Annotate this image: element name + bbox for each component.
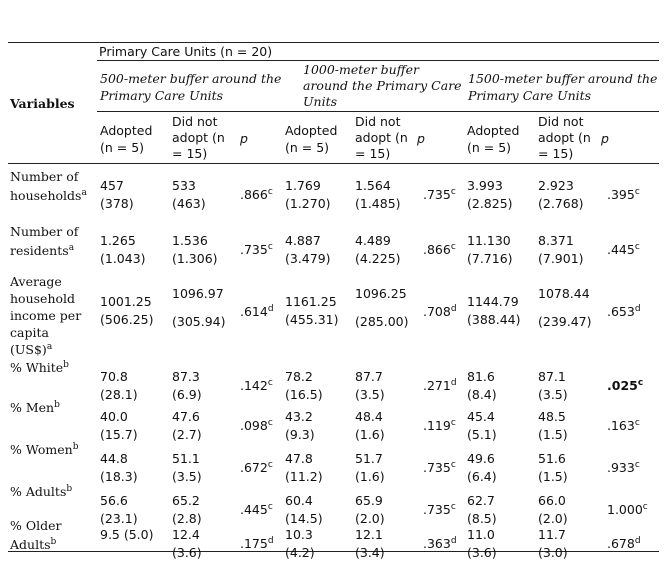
not-adopted-sd: (1.5) <box>538 427 568 442</box>
p-value-cell <box>240 186 273 204</box>
p-test-footnote: c <box>267 241 273 252</box>
adopted-n <box>100 139 152 156</box>
adopted-cell <box>100 232 146 268</box>
not-adopted-mean: 533 <box>172 178 196 193</box>
adopted-n-text: (n = 5) <box>285 140 330 155</box>
p-value-cell <box>607 303 641 321</box>
p-value: .363 <box>423 536 451 551</box>
buffer-500-text: 500-meter buffer around the Primary Care Units <box>100 71 282 103</box>
row-label-footnote: b <box>54 399 60 410</box>
not-adopted-sd: (463) <box>172 196 206 211</box>
row-label-footnote: a <box>46 341 53 352</box>
p-test-footnote: c <box>634 459 640 470</box>
not-adopted-sd: (2.0) <box>355 511 385 526</box>
not-adopted-sd: (1.5) <box>538 469 568 484</box>
adopted-label: Adopted <box>100 123 153 138</box>
p-value: .735 <box>423 187 451 202</box>
not-adopted-sd: (2.768) <box>538 196 584 211</box>
p-subheader: p <box>601 131 609 146</box>
p-value-cell <box>607 377 643 395</box>
group-rule <box>97 60 659 61</box>
adopted-sd: (378) <box>100 196 134 211</box>
not-adopted-cell <box>172 177 206 213</box>
adopted-sd: (8.4) <box>467 387 497 402</box>
adopted-sd: (18.3) <box>100 469 138 484</box>
adopted-cell <box>467 450 497 486</box>
not-adopted-sd: (3.5) <box>538 387 568 402</box>
adopted-sd: (388.44) <box>467 312 521 327</box>
adopted-subheader <box>467 122 519 156</box>
adopted-cell <box>467 408 497 444</box>
adopted-subheader <box>100 122 152 156</box>
adopted-label: Adopted <box>285 123 338 138</box>
adopted-cell <box>285 177 331 213</box>
not-adopted-mean: 51.6 <box>538 451 566 466</box>
not-adopted-mean: 87.7 <box>355 369 383 384</box>
row-label-line: residents$^a$ <box>10 242 75 258</box>
spacer <box>172 303 226 313</box>
adopted-mean: 60.4 <box>285 493 313 508</box>
p-value: .142 <box>240 378 268 393</box>
adopted-mean: 9.5 (5.0) <box>100 527 154 542</box>
adopted-cell <box>100 408 138 444</box>
not-adopted-sd: (3.4) <box>355 545 385 560</box>
adopted-sd: (7.716) <box>467 251 513 266</box>
p-value: .175 <box>240 536 268 551</box>
adopted-subheader <box>285 122 337 156</box>
p-value-cell <box>423 459 456 477</box>
row-label <box>10 482 72 501</box>
p-value: .866 <box>423 242 451 257</box>
not-adopted-sd: (3.6) <box>172 545 202 560</box>
p-test-footnote: c <box>642 501 648 512</box>
p-value: .614 <box>240 304 268 319</box>
not-adopted-cell <box>172 368 202 404</box>
adopted-mean: 62.7 <box>467 493 495 508</box>
not-adopted-cell <box>172 450 202 486</box>
not-adopted-mean: 87.3 <box>172 369 200 384</box>
p-value: .098 <box>240 418 268 433</box>
row-label-footnote: a <box>81 187 87 198</box>
not-adopted-cell <box>355 368 385 404</box>
p-value-cell <box>607 417 640 435</box>
adopted-sd: (1.270) <box>285 196 331 211</box>
adopted-sd: (2.825) <box>467 196 513 211</box>
adopted-mean: 10.3 <box>285 527 313 542</box>
not-adopted-cell <box>355 285 409 331</box>
row-label <box>10 440 78 459</box>
header-rule <box>8 163 659 164</box>
adopted-cell <box>285 293 339 329</box>
p-value: .735 <box>423 502 451 517</box>
not-adopted-sd: (239.47) <box>538 314 592 329</box>
p-test-footnote: d <box>267 303 274 314</box>
adopted-sd: (1.043) <box>100 251 146 266</box>
p-value-cell <box>240 501 273 519</box>
p-test-footnote: c <box>450 186 456 197</box>
row-label-line: capita <box>10 325 49 340</box>
group-title-text: Primary Care Units (n = 20) <box>99 44 273 59</box>
buffer-1000-header <box>303 62 463 110</box>
row-label-line: income per <box>10 308 82 323</box>
row-label-line: % White$^b$ <box>10 359 69 375</box>
adopted-sd: (506.25) <box>100 312 154 327</box>
adopted-n <box>285 139 337 156</box>
p-value-cell <box>240 303 274 321</box>
p-value: .866 <box>240 187 268 202</box>
p-value: .653 <box>607 304 635 319</box>
adopted-mean: 56.6 <box>100 493 128 508</box>
row-label-footnote: b <box>72 441 79 452</box>
p-value: .708 <box>423 304 451 319</box>
not-adopted-mean: 51.1 <box>172 451 200 466</box>
p-value-cell <box>607 241 640 259</box>
row-label <box>10 222 78 260</box>
p-test-footnote: d <box>634 303 641 314</box>
not-adopted-cell <box>538 492 568 528</box>
adopted-mean: 1.265 <box>100 233 136 248</box>
row-label-line: Number of <box>10 224 79 239</box>
p-value-cell <box>240 417 273 435</box>
adopted-cell <box>285 450 323 486</box>
p-value: .933 <box>607 460 635 475</box>
p-value: .672 <box>240 460 268 475</box>
not-adopted-cell <box>172 408 202 444</box>
row-label-line: Adults$^b$ <box>10 536 57 552</box>
not-adopted-mean: 1.536 <box>172 233 208 248</box>
buffer-1500-text: 1500-meter buffer around the Primary Care Units <box>468 71 658 103</box>
adopted-cell <box>467 232 513 268</box>
adopted-sd: (455.31) <box>285 312 339 327</box>
p-test-footnote: d <box>450 535 457 546</box>
row-label <box>10 398 60 417</box>
variables-header: Variables <box>10 96 75 111</box>
p-value: .395 <box>607 187 635 202</box>
adopted-cell <box>100 526 154 544</box>
did-not-adopt-n: = 15) <box>355 146 391 161</box>
p-test-footnote: c <box>450 417 456 428</box>
not-adopted-mean: 65.2 <box>172 493 200 508</box>
row-label-line: household <box>10 291 76 306</box>
adopted-mean: 11.0 <box>467 527 495 542</box>
not-adopted-sd: (2.0) <box>538 511 568 526</box>
p-value: 1.000 <box>607 502 643 517</box>
adopted-mean: 1161.25 <box>285 294 337 309</box>
p-value: .735 <box>423 460 451 475</box>
p-value: .025 <box>607 378 638 393</box>
p-test-footnote: c <box>450 501 456 512</box>
not-adopted-mean: 51.7 <box>355 451 383 466</box>
adopted-mean: 49.6 <box>467 451 495 466</box>
not-adopted-sd: (1.485) <box>355 196 401 211</box>
adopt-n-label: adopt (n <box>538 130 591 145</box>
adopted-n-text: (n = 5) <box>467 140 512 155</box>
adopted-n <box>467 139 519 156</box>
adopted-cell <box>285 232 331 268</box>
not-adopted-mean: 12.4 <box>172 527 200 542</box>
row-label <box>10 167 87 205</box>
p-value: .678 <box>607 536 635 551</box>
not-adopted-mean: 11.7 <box>538 527 566 542</box>
adopted-sd: (23.1) <box>100 511 138 526</box>
not-adopted-cell <box>172 526 202 562</box>
p-value-cell <box>607 501 648 519</box>
spacer <box>355 303 409 313</box>
adopted-cell <box>467 368 497 404</box>
buffer-1000-text: 1000-meter buffer around the Primary Care Units <box>303 62 462 109</box>
not-adopted-mean: 65.9 <box>355 493 383 508</box>
not-adopted-sd: (1.306) <box>172 251 218 266</box>
adopted-sd: (4.2) <box>285 545 315 560</box>
row-label-line: % Adults$^b$ <box>10 483 73 499</box>
p-value: .271 <box>423 378 451 393</box>
row-label-line: % Older <box>10 518 62 533</box>
p-value-cell <box>423 501 456 519</box>
not-adopted-cell <box>538 450 568 486</box>
not-adopted-mean: 1096.97 <box>172 286 224 301</box>
p-value-cell <box>423 303 457 321</box>
not-adopted-sd: (3.5) <box>172 469 202 484</box>
adopted-mean: 3.993 <box>467 178 503 193</box>
adopted-cell <box>100 492 138 528</box>
not-adopted-mean: 4.489 <box>355 233 391 248</box>
adopted-cell <box>285 408 315 444</box>
adopted-mean: 45.4 <box>467 409 495 424</box>
not-adopted-cell <box>355 492 385 528</box>
p-value-cell <box>423 417 456 435</box>
p-value-cell <box>423 241 456 259</box>
not-adopted-cell <box>355 408 385 444</box>
did-not-label: Did not <box>355 114 401 129</box>
p-value: .445 <box>240 502 268 517</box>
p-value-cell <box>240 241 273 259</box>
adopted-sd: (28.1) <box>100 387 138 402</box>
adopted-sd: (16.5) <box>285 387 323 402</box>
p-test-footnote: d <box>634 535 641 546</box>
adopted-mean: 70.8 <box>100 369 128 384</box>
not-adopted-sd: (305.94) <box>172 314 226 329</box>
p-test-footnote: c <box>267 377 273 388</box>
not-adopted-mean: 1096.25 <box>355 286 407 301</box>
p-value-cell <box>607 186 640 204</box>
did-not-adopt-n: = 15) <box>538 146 574 161</box>
not-adopted-mean: 66.0 <box>538 493 566 508</box>
not-adopted-cell <box>172 232 218 268</box>
adopted-sd: (5.1) <box>467 427 497 442</box>
did-not-adopt-subheader <box>538 114 591 162</box>
p-value-cell <box>423 377 457 395</box>
adopted-mean: 43.2 <box>285 409 313 424</box>
adopt-n-label: adopt (n <box>355 130 408 145</box>
not-adopted-sd: (1.6) <box>355 427 385 442</box>
p-test-footnote: c <box>450 241 456 252</box>
not-adopted-sd: (6.9) <box>172 387 202 402</box>
p-test-footnote: c <box>267 417 273 428</box>
row-label <box>10 358 69 377</box>
not-adopted-mean: 87.1 <box>538 369 566 384</box>
adopted-mean: 1001.25 <box>100 294 152 309</box>
did-not-label: Did not <box>538 114 584 129</box>
adopted-sd: (8.5) <box>467 511 497 526</box>
not-adopted-mean: 48.4 <box>355 409 383 424</box>
adopted-mean: 11.130 <box>467 233 511 248</box>
adopt-n-label: adopt (n <box>172 130 225 145</box>
p-test-footnote: c <box>267 459 273 470</box>
p-test-footnote: d <box>267 535 274 546</box>
not-adopted-sd: (3.0) <box>538 545 568 560</box>
p-test-footnote: d <box>450 303 457 314</box>
p-value: .735 <box>240 242 268 257</box>
buffer-1500-header <box>468 70 658 104</box>
not-adopted-sd: (2.8) <box>172 511 202 526</box>
p-value-cell <box>423 535 457 553</box>
adopted-mean: 44.8 <box>100 451 128 466</box>
adopted-mean: 47.8 <box>285 451 313 466</box>
p-test-footnote: c <box>450 459 456 470</box>
buffer-rule <box>97 111 659 112</box>
not-adopted-cell <box>538 177 584 213</box>
not-adopted-mean: 8.371 <box>538 233 574 248</box>
row-label-line: Average <box>10 274 62 289</box>
adopted-cell <box>100 293 154 329</box>
row-label-line: % Women$^b$ <box>10 441 79 457</box>
p-value-cell <box>423 186 456 204</box>
row-label-footnote: b <box>63 359 69 370</box>
not-adopted-cell <box>355 177 401 213</box>
not-adopted-cell <box>355 232 401 268</box>
adopted-mean: 40.0 <box>100 409 128 424</box>
not-adopted-cell <box>538 368 568 404</box>
adopted-cell <box>100 368 138 404</box>
p-test-footnote: c <box>634 186 640 197</box>
did-not-adopt-subheader <box>172 114 225 162</box>
adopted-sd: (15.7) <box>100 427 138 442</box>
row-label-footnote: b <box>50 536 57 547</box>
not-adopted-mean: 1.564 <box>355 178 391 193</box>
p-value-cell <box>240 535 274 553</box>
adopted-mean: 457 <box>100 178 124 193</box>
not-adopted-cell <box>355 450 385 486</box>
not-adopted-cell <box>355 526 385 562</box>
not-adopted-cell <box>538 232 584 268</box>
adopted-cell <box>285 368 323 404</box>
row-label-line: households$^a$ <box>10 187 87 203</box>
not-adopted-sd: (2.7) <box>172 427 202 442</box>
p-value: .163 <box>607 418 635 433</box>
p-value-cell <box>607 535 641 553</box>
did-not-label: Did not <box>172 114 218 129</box>
adopted-sd: (6.4) <box>467 469 497 484</box>
p-value: .119 <box>423 418 451 433</box>
not-adopted-sd: (4.225) <box>355 251 401 266</box>
not-adopted-mean: 47.6 <box>172 409 200 424</box>
buffer-500-header <box>100 70 285 104</box>
p-test-footnote: c <box>267 186 273 197</box>
adopted-mean: 78.2 <box>285 369 313 384</box>
not-adopted-sd: (7.901) <box>538 251 584 266</box>
adopted-mean: 1144.79 <box>467 294 519 309</box>
not-adopted-cell <box>172 492 202 528</box>
not-adopted-mean: 1078.44 <box>538 286 590 301</box>
row-label-line: % Men$^b$ <box>10 399 60 415</box>
adopted-mean: 1.769 <box>285 178 321 193</box>
adopted-sd: (3.6) <box>467 545 497 560</box>
row-label <box>10 273 81 358</box>
adopted-sd: (11.2) <box>285 469 323 484</box>
p-test-footnote: d <box>450 377 457 388</box>
did-not-adopt-subheader <box>355 114 408 162</box>
p-test-footnote: c <box>634 417 640 428</box>
p-value-cell <box>240 377 273 395</box>
p-test-footnote: c <box>634 241 640 252</box>
group-title <box>99 43 272 60</box>
row-label-line: Number of <box>10 169 79 184</box>
not-adopted-sd: (1.6) <box>355 469 385 484</box>
p-test-footnote: c <box>637 377 644 388</box>
p-subheader: p <box>417 131 425 146</box>
row-label-footnote: b <box>66 483 73 494</box>
row-label-line: (US$)$^a$ <box>10 341 53 357</box>
adopted-sd: (3.479) <box>285 251 331 266</box>
not-adopted-cell <box>172 285 226 331</box>
adopted-cell <box>467 526 497 562</box>
row-label <box>10 516 61 554</box>
adopted-cell <box>467 293 521 329</box>
not-adopted-sd: (3.5) <box>355 387 385 402</box>
not-adopted-mean: 12.1 <box>355 527 383 542</box>
did-not-adopt-n: = 15) <box>172 146 208 161</box>
not-adopted-cell <box>538 285 592 331</box>
not-adopted-mean: 2.923 <box>538 178 574 193</box>
spacer <box>538 303 592 313</box>
adopted-sd: (9.3) <box>285 427 315 442</box>
row-label-footnote: a <box>68 242 75 253</box>
p-subheader: p <box>240 131 248 146</box>
not-adopted-mean: 48.5 <box>538 409 566 424</box>
adopted-cell <box>285 526 315 562</box>
adopted-mean: 81.6 <box>467 369 495 384</box>
adopted-cell <box>467 177 513 213</box>
p-test-footnote: c <box>267 501 273 512</box>
adopted-cell <box>285 492 323 528</box>
not-adopted-sd: (285.00) <box>355 314 409 329</box>
p-value-cell <box>240 459 273 477</box>
adopted-cell <box>100 177 134 213</box>
not-adopted-cell <box>538 526 568 562</box>
adopted-n-text: (n = 5) <box>100 140 145 155</box>
not-adopted-cell <box>538 408 568 444</box>
adopted-label: Adopted <box>467 123 520 138</box>
adopted-sd: (14.5) <box>285 511 323 526</box>
adopted-cell <box>467 492 497 528</box>
p-value-cell <box>607 459 640 477</box>
adopted-cell <box>100 450 138 486</box>
adopted-mean: 4.887 <box>285 233 321 248</box>
p-value: .445 <box>607 242 635 257</box>
